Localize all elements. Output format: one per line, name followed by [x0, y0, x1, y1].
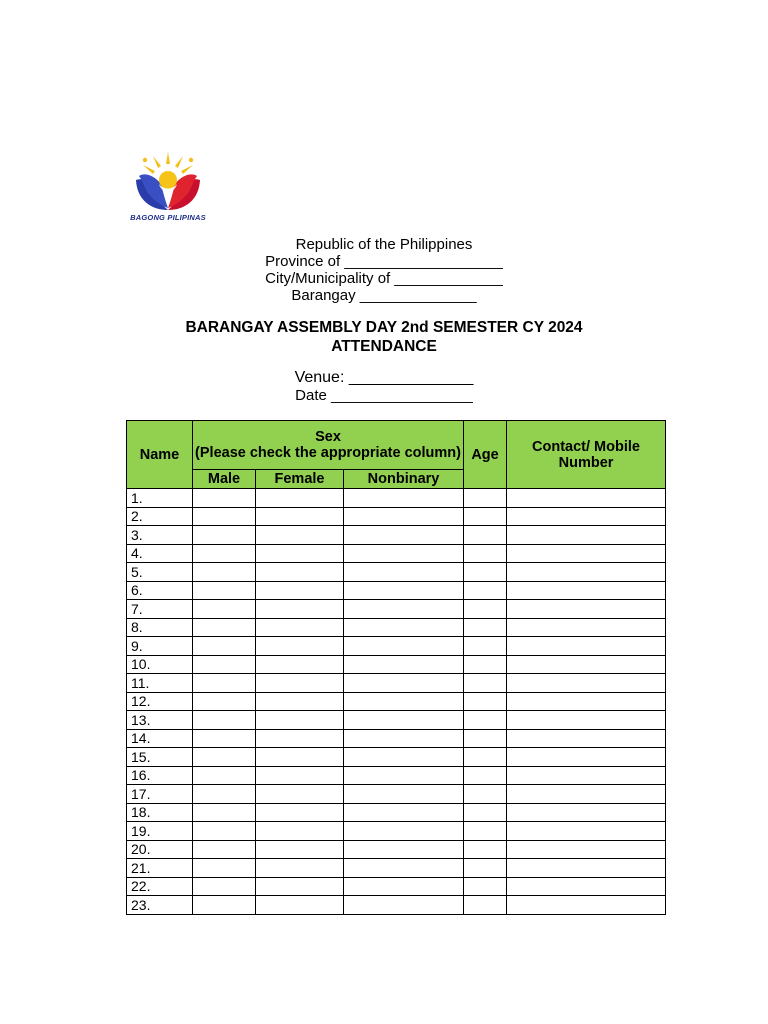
- table-row: [127, 840, 666, 859]
- female-cell[interactable]: [256, 692, 344, 711]
- contact-cell[interactable]: [507, 692, 666, 711]
- header-male: Male: [193, 470, 256, 489]
- female-cell[interactable]: [256, 489, 344, 508]
- row-number[interactable]: 23.: [127, 896, 193, 915]
- male-cell[interactable]: [193, 748, 256, 767]
- male-cell[interactable]: [193, 896, 256, 915]
- header-nonbinary: Nonbinary: [344, 470, 464, 489]
- age-cell[interactable]: [464, 785, 507, 804]
- female-cell[interactable]: [256, 766, 344, 785]
- contact-cell[interactable]: [507, 877, 666, 896]
- nonbinary-cell[interactable]: [344, 581, 464, 600]
- age-cell[interactable]: [464, 711, 507, 730]
- age-cell[interactable]: [464, 692, 507, 711]
- nonbinary-cell[interactable]: [344, 822, 464, 841]
- nonbinary-cell[interactable]: [344, 896, 464, 915]
- female-cell[interactable]: [256, 840, 344, 859]
- age-cell[interactable]: [464, 803, 507, 822]
- table-row: [127, 655, 666, 674]
- nonbinary-cell[interactable]: [344, 563, 464, 582]
- header-city-municipality: City/Municipality of _____________: [265, 270, 503, 287]
- nonbinary-cell[interactable]: [344, 526, 464, 545]
- nonbinary-cell[interactable]: [344, 655, 464, 674]
- age-cell[interactable]: [464, 544, 507, 563]
- row-number[interactable]: 15.: [127, 748, 193, 767]
- table-row: [127, 637, 666, 656]
- female-cell[interactable]: [256, 507, 344, 526]
- contact-cell[interactable]: [507, 563, 666, 582]
- male-cell[interactable]: [193, 507, 256, 526]
- nonbinary-cell[interactable]: [344, 600, 464, 619]
- female-cell[interactable]: [256, 563, 344, 582]
- age-cell[interactable]: [464, 896, 507, 915]
- female-cell[interactable]: [256, 711, 344, 730]
- table-row: [127, 563, 666, 582]
- row-number[interactable]: 17.: [127, 785, 193, 804]
- header-sex: Sex (Please check the appropriate column): [193, 421, 464, 470]
- contact-cell[interactable]: [507, 729, 666, 748]
- row-number[interactable]: 6.: [127, 581, 193, 600]
- header-province: Province of ___________________: [265, 253, 503, 270]
- male-cell[interactable]: [193, 563, 256, 582]
- nonbinary-cell[interactable]: [344, 507, 464, 526]
- row-number[interactable]: 2.: [127, 507, 193, 526]
- age-cell[interactable]: [464, 748, 507, 767]
- table-row: [127, 711, 666, 730]
- row-number[interactable]: 12.: [127, 692, 193, 711]
- nonbinary-cell[interactable]: [344, 840, 464, 859]
- logo-text: BAGONG PILIPINAS: [130, 213, 206, 222]
- header-contact: Contact/ Mobile Number: [507, 421, 666, 489]
- table-row: [127, 600, 666, 619]
- table-row: [127, 877, 666, 896]
- date-field: Date _________________: [295, 387, 473, 404]
- table-row: [127, 526, 666, 545]
- nonbinary-cell[interactable]: [344, 674, 464, 693]
- table-row: [127, 489, 666, 508]
- contact-cell[interactable]: [507, 489, 666, 508]
- nonbinary-cell[interactable]: [344, 877, 464, 896]
- header-name: Name: [127, 421, 193, 489]
- row-number[interactable]: 19.: [127, 822, 193, 841]
- row-number[interactable]: 21.: [127, 859, 193, 878]
- male-cell[interactable]: [193, 803, 256, 822]
- male-cell[interactable]: [193, 655, 256, 674]
- age-cell[interactable]: [464, 563, 507, 582]
- nonbinary-cell[interactable]: [344, 618, 464, 637]
- age-cell[interactable]: [464, 637, 507, 656]
- venue-field: Venue: ______________: [294, 369, 474, 386]
- male-cell[interactable]: [193, 581, 256, 600]
- table-row: [127, 785, 666, 804]
- row-number[interactable]: 1.: [127, 489, 193, 508]
- age-cell[interactable]: [464, 600, 507, 619]
- female-cell[interactable]: [256, 859, 344, 878]
- age-cell[interactable]: [464, 674, 507, 693]
- contact-cell[interactable]: [507, 785, 666, 804]
- nonbinary-cell[interactable]: [344, 637, 464, 656]
- nonbinary-cell[interactable]: [344, 766, 464, 785]
- contact-cell[interactable]: [507, 544, 666, 563]
- table-row: [127, 859, 666, 878]
- contact-cell[interactable]: [507, 748, 666, 767]
- age-cell[interactable]: [464, 581, 507, 600]
- age-cell[interactable]: [464, 859, 507, 878]
- contact-cell[interactable]: [507, 840, 666, 859]
- male-cell[interactable]: [193, 877, 256, 896]
- female-cell[interactable]: [256, 896, 344, 915]
- nonbinary-cell[interactable]: [344, 692, 464, 711]
- female-cell[interactable]: [256, 674, 344, 693]
- table-row: [127, 581, 666, 600]
- contact-cell[interactable]: [507, 655, 666, 674]
- contact-cell[interactable]: [507, 896, 666, 915]
- nonbinary-cell[interactable]: [344, 803, 464, 822]
- row-number[interactable]: 18.: [127, 803, 193, 822]
- age-cell[interactable]: [464, 526, 507, 545]
- bagong-pilipinas-logo: [123, 150, 213, 225]
- contact-cell[interactable]: [507, 581, 666, 600]
- male-cell[interactable]: [193, 526, 256, 545]
- contact-cell[interactable]: [507, 637, 666, 656]
- male-cell[interactable]: [193, 544, 256, 563]
- female-cell[interactable]: [256, 748, 344, 767]
- logo-emblem-icon: [123, 150, 213, 214]
- female-cell[interactable]: [256, 803, 344, 822]
- contact-cell[interactable]: [507, 618, 666, 637]
- contact-cell[interactable]: [507, 711, 666, 730]
- table-row: [127, 507, 666, 526]
- age-cell[interactable]: [464, 729, 507, 748]
- male-cell[interactable]: [193, 840, 256, 859]
- age-cell[interactable]: [464, 655, 507, 674]
- female-cell[interactable]: [256, 526, 344, 545]
- table-row: [127, 618, 666, 637]
- male-cell[interactable]: [193, 637, 256, 656]
- age-cell[interactable]: [464, 840, 507, 859]
- male-cell[interactable]: [193, 692, 256, 711]
- row-number[interactable]: 8.: [127, 618, 193, 637]
- row-number[interactable]: 11.: [127, 674, 193, 693]
- row-number[interactable]: 22.: [127, 877, 193, 896]
- header-republic: Republic of the Philippines: [295, 236, 473, 253]
- male-cell[interactable]: [193, 600, 256, 619]
- female-cell[interactable]: [256, 822, 344, 841]
- female-cell[interactable]: [256, 600, 344, 619]
- age-cell[interactable]: [464, 489, 507, 508]
- nonbinary-cell[interactable]: [344, 544, 464, 563]
- age-cell[interactable]: [464, 507, 507, 526]
- nonbinary-cell[interactable]: [344, 785, 464, 804]
- male-cell[interactable]: [193, 822, 256, 841]
- table-row: [127, 822, 666, 841]
- row-number[interactable]: 20.: [127, 840, 193, 859]
- age-cell[interactable]: [464, 766, 507, 785]
- contact-cell[interactable]: [507, 526, 666, 545]
- male-cell[interactable]: [193, 674, 256, 693]
- female-cell[interactable]: [256, 877, 344, 896]
- female-cell[interactable]: [256, 729, 344, 748]
- nonbinary-cell[interactable]: [344, 489, 464, 508]
- female-cell[interactable]: [256, 544, 344, 563]
- contact-cell[interactable]: [507, 766, 666, 785]
- header-age: Age: [464, 421, 507, 489]
- female-cell[interactable]: [256, 785, 344, 804]
- contact-cell[interactable]: [507, 507, 666, 526]
- nonbinary-cell[interactable]: [344, 729, 464, 748]
- female-cell[interactable]: [256, 618, 344, 637]
- row-number[interactable]: 10.: [127, 655, 193, 674]
- row-number[interactable]: 3.: [127, 526, 193, 545]
- male-cell[interactable]: [193, 859, 256, 878]
- header-barangay: Barangay ______________: [291, 287, 477, 304]
- male-cell[interactable]: [193, 766, 256, 785]
- contact-cell[interactable]: [507, 822, 666, 841]
- row-number[interactable]: 9.: [127, 637, 193, 656]
- male-cell[interactable]: [193, 618, 256, 637]
- row-number[interactable]: 16.: [127, 766, 193, 785]
- table-row: [127, 748, 666, 767]
- age-cell[interactable]: [464, 877, 507, 896]
- table-row: [127, 544, 666, 563]
- row-number[interactable]: 4.: [127, 544, 193, 563]
- contact-cell[interactable]: [507, 859, 666, 878]
- table-row: [127, 692, 666, 711]
- male-cell[interactable]: [193, 785, 256, 804]
- row-number[interactable]: 13.: [127, 711, 193, 730]
- header-female: Female: [256, 470, 344, 489]
- male-cell[interactable]: [193, 489, 256, 508]
- nonbinary-cell[interactable]: [344, 859, 464, 878]
- document-title: BARANGAY ASSEMBLY DAY 2nd SEMESTER CY 2024: [185, 319, 583, 336]
- table-row: [127, 766, 666, 785]
- female-cell[interactable]: [256, 637, 344, 656]
- row-number[interactable]: 5.: [127, 563, 193, 582]
- female-cell[interactable]: [256, 581, 344, 600]
- row-number[interactable]: 7.: [127, 600, 193, 619]
- contact-cell[interactable]: [507, 674, 666, 693]
- contact-cell[interactable]: [507, 803, 666, 822]
- table-row: [127, 674, 666, 693]
- male-cell[interactable]: [193, 729, 256, 748]
- age-cell[interactable]: [464, 822, 507, 841]
- row-number[interactable]: 14.: [127, 729, 193, 748]
- female-cell[interactable]: [256, 655, 344, 674]
- document-subtitle: ATTENDANCE: [331, 338, 437, 355]
- table-row: [127, 896, 666, 915]
- age-cell[interactable]: [464, 618, 507, 637]
- contact-cell[interactable]: [507, 600, 666, 619]
- table-row: [127, 729, 666, 748]
- table-row: [127, 803, 666, 822]
- nonbinary-cell[interactable]: [344, 748, 464, 767]
- nonbinary-cell[interactable]: [344, 711, 464, 730]
- male-cell[interactable]: [193, 711, 256, 730]
- attendance-table: [126, 420, 666, 915]
